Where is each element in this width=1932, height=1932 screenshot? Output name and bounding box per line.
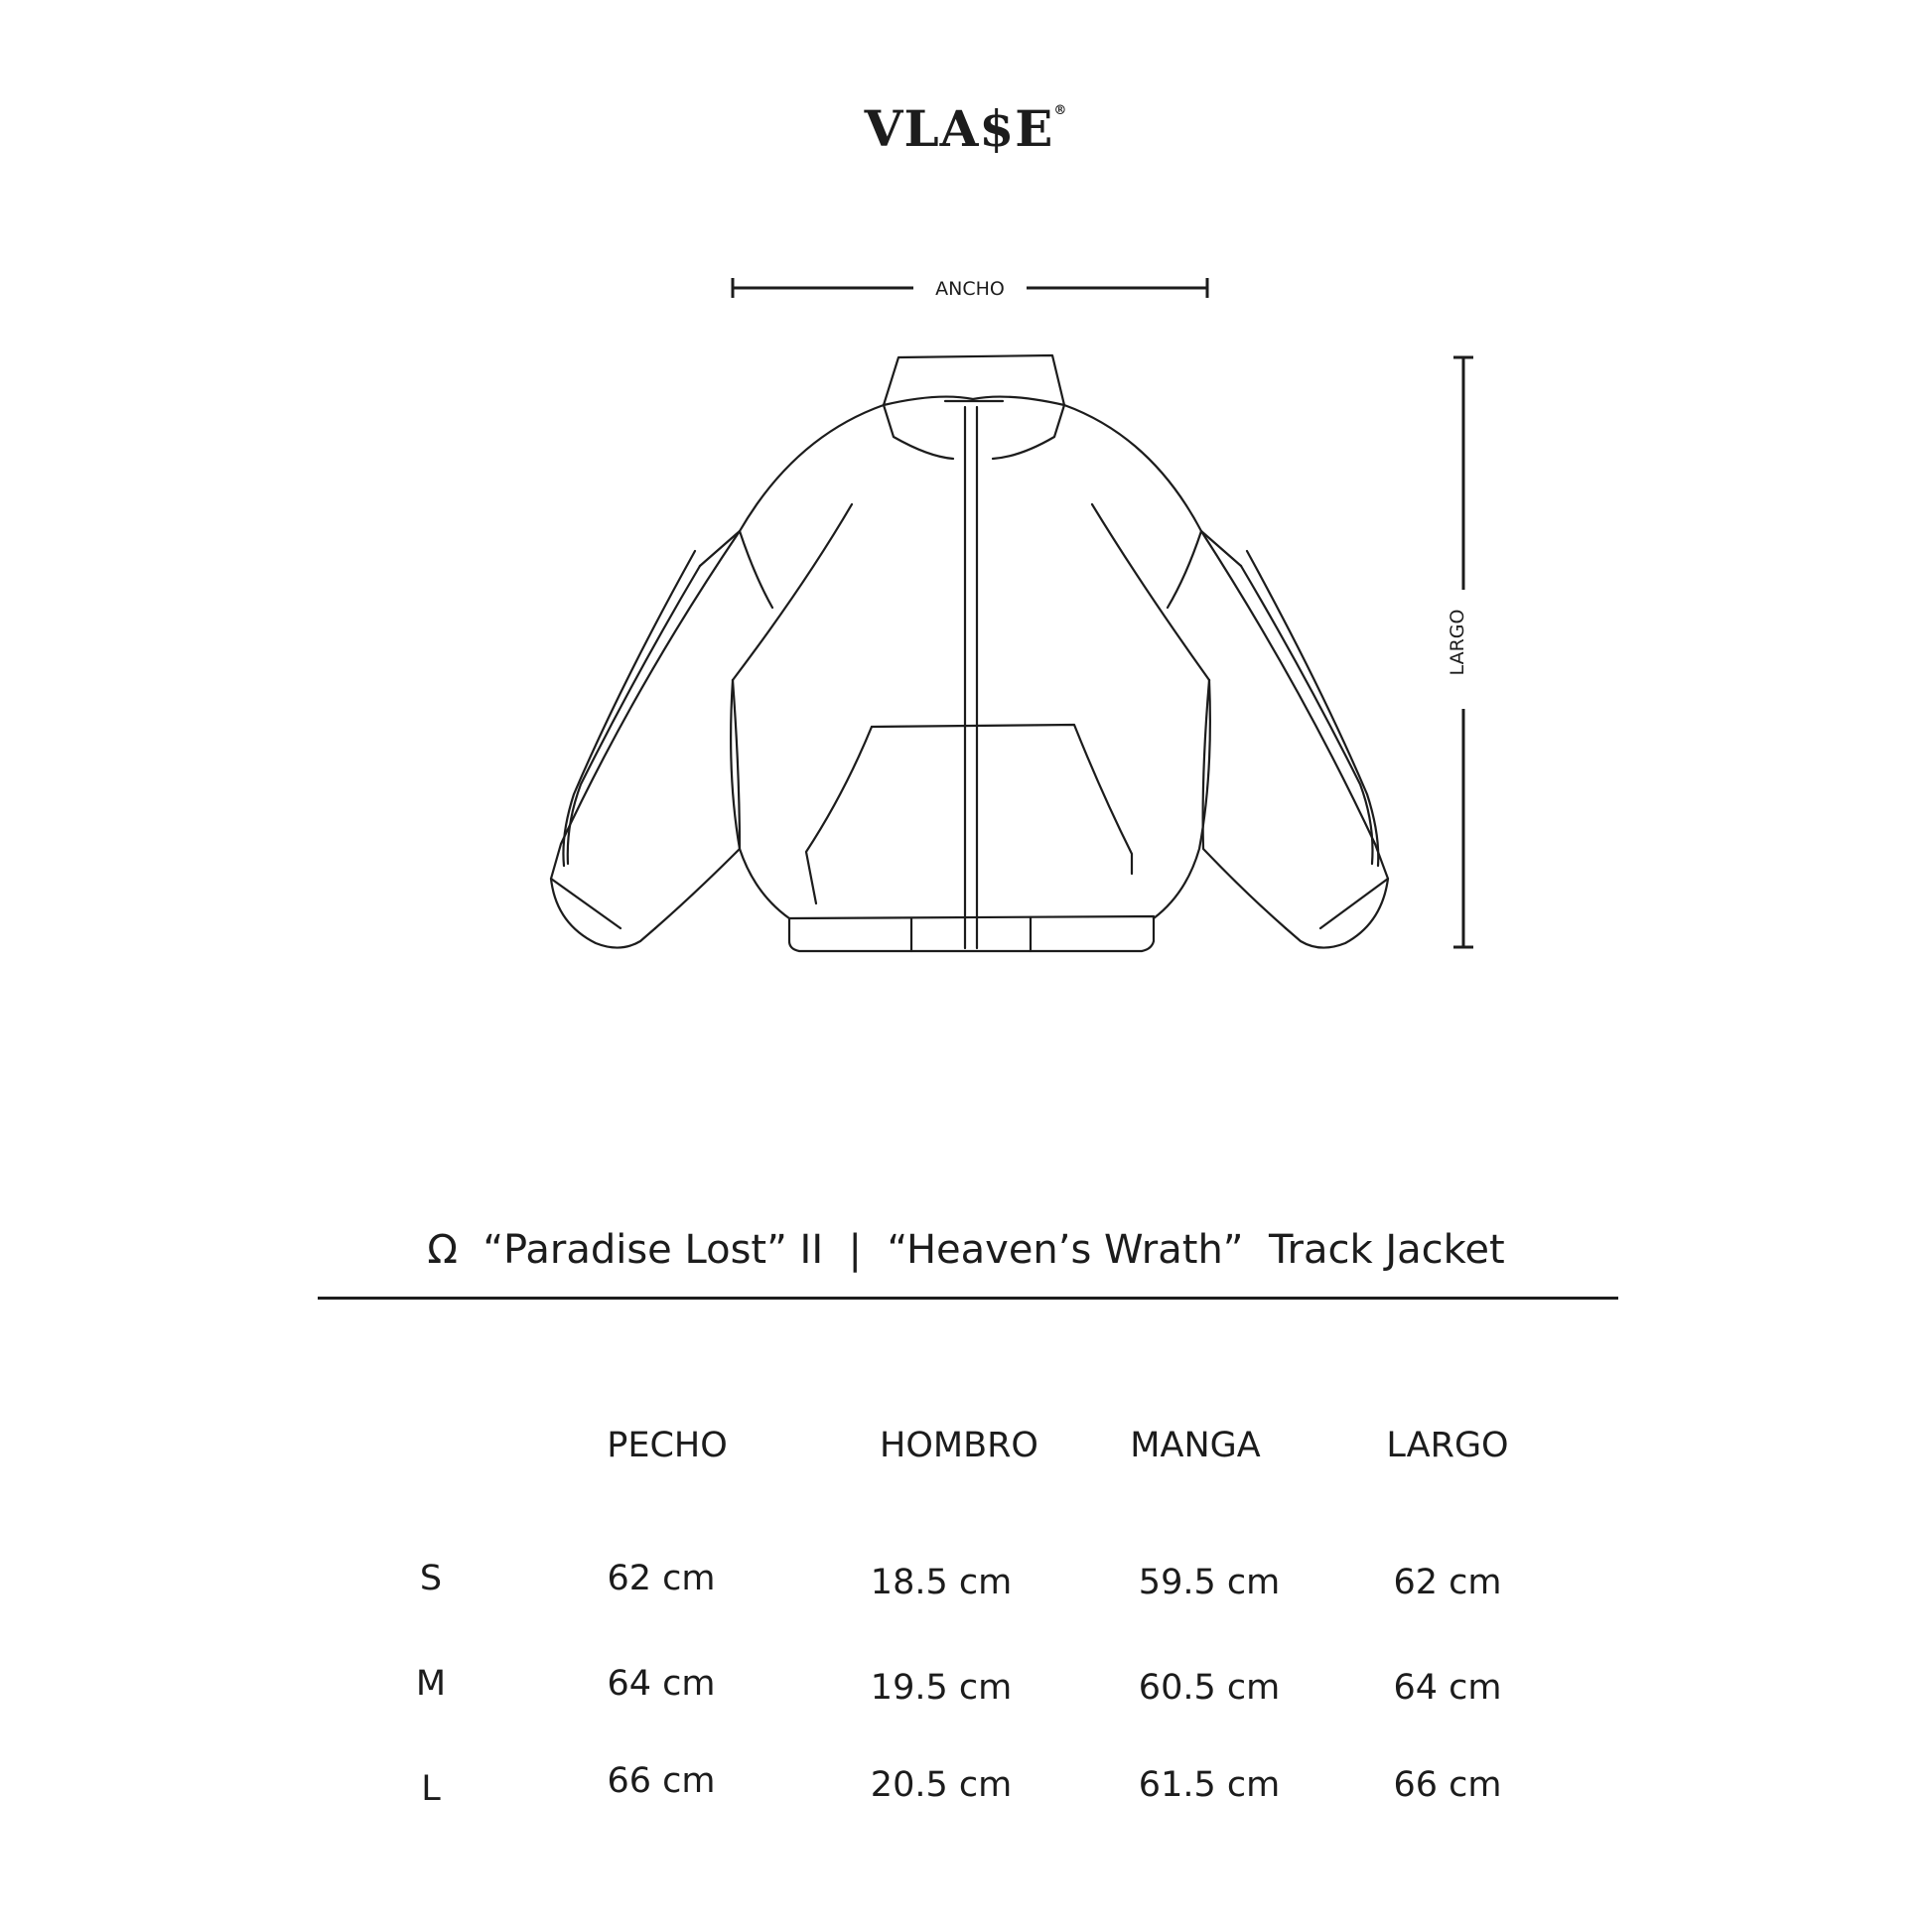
- table-cell: 64 cm: [607, 1664, 716, 1704]
- column-header-manga: MANGA: [1130, 1426, 1261, 1465]
- table-cell: 62 cm: [1393, 1563, 1502, 1602]
- column-header-largo: LARGO: [1386, 1426, 1509, 1465]
- column-header-hombro: HOMBRO: [880, 1426, 1038, 1465]
- table-cell: 64 cm: [1393, 1668, 1502, 1708]
- product-title: Ω “Paradise Lost” II | “Heaven’s Wrath” Track Jacket: [427, 1227, 1505, 1273]
- title-divider: [318, 1297, 1618, 1300]
- table-cell: 62 cm: [607, 1559, 716, 1598]
- jacket-outline: [551, 355, 1388, 951]
- column-header-pecho: PECHO: [607, 1426, 728, 1465]
- table-cell: 66 cm: [1393, 1765, 1502, 1805]
- table-cell: 19.5 cm: [870, 1668, 1013, 1708]
- table-cell: 59.5 cm: [1138, 1563, 1281, 1602]
- size-label: S: [419, 1559, 443, 1598]
- size-label: M: [415, 1664, 447, 1704]
- table-cell: 61.5 cm: [1138, 1765, 1281, 1805]
- table-cell: 66 cm: [607, 1761, 716, 1801]
- table-cell: 18.5 cm: [870, 1563, 1013, 1602]
- width-label: ANCHO: [935, 278, 1005, 300]
- registered-mark: ®: [1053, 103, 1068, 118]
- size-label: L: [421, 1769, 441, 1809]
- table-cell: 20.5 cm: [870, 1765, 1013, 1805]
- table-cell: 60.5 cm: [1138, 1668, 1281, 1708]
- brand-name: VLA$E: [864, 99, 1054, 158]
- length-label: LARGO: [1447, 609, 1468, 676]
